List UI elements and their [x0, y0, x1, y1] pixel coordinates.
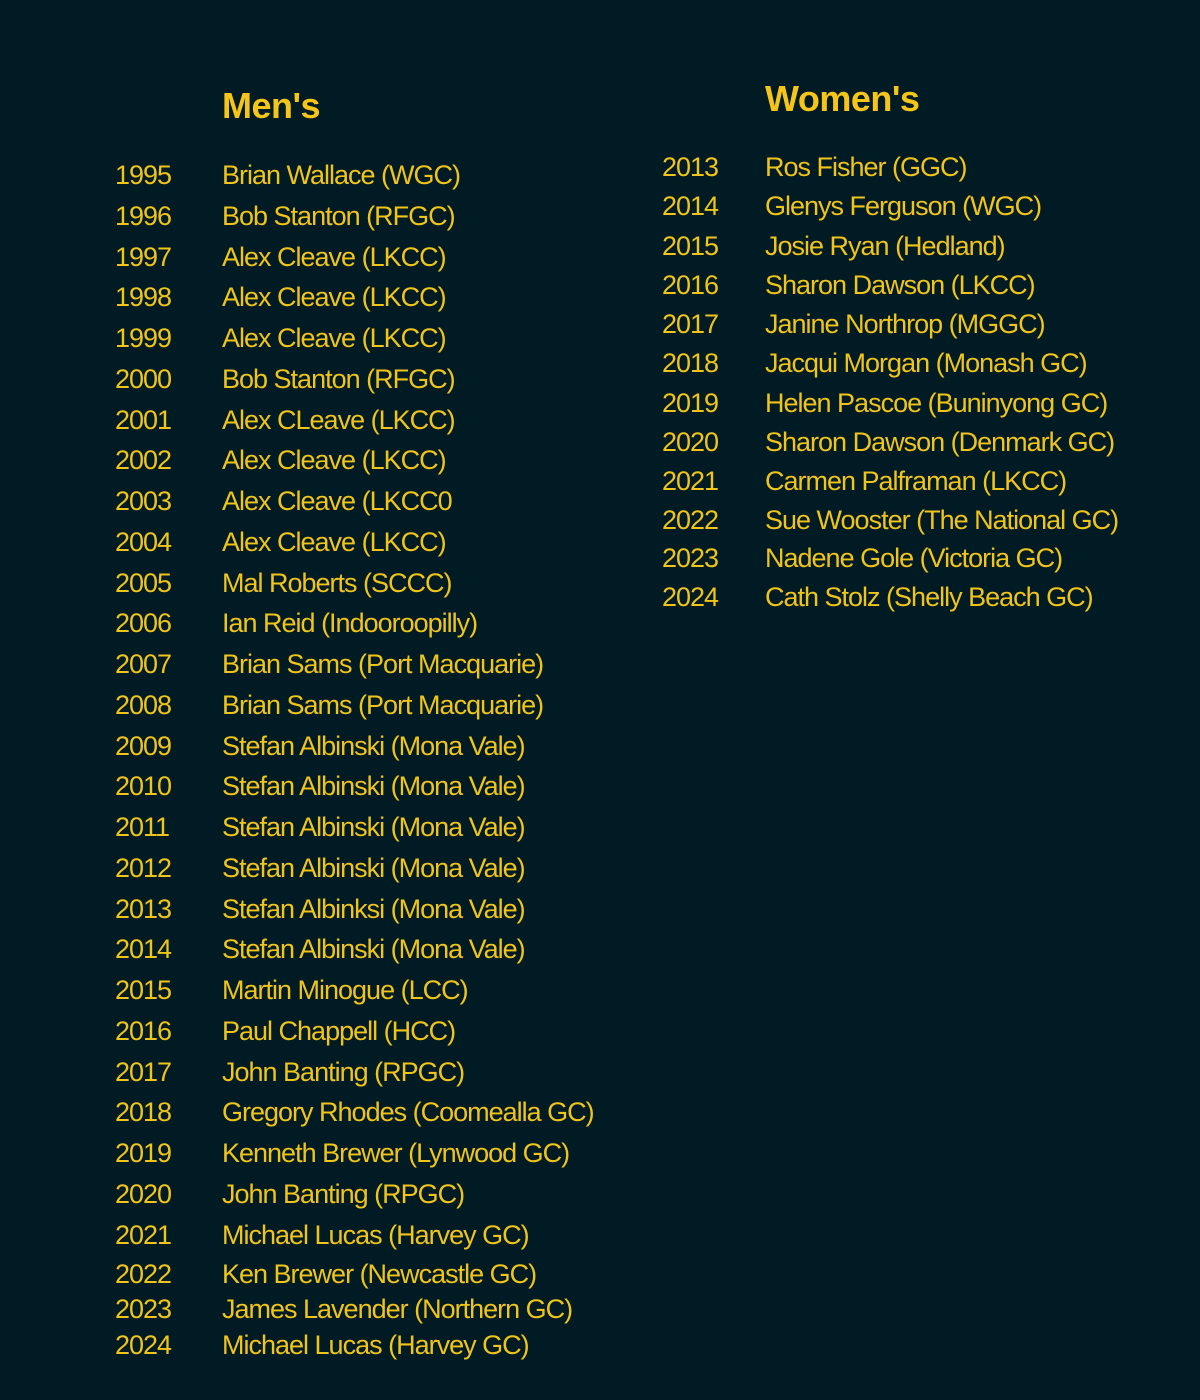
year-cell: 2019	[115, 1138, 172, 1168]
year-cell: 2012	[115, 853, 172, 883]
year-cell: 2013	[662, 152, 719, 182]
year-cell: 2014	[115, 934, 172, 964]
winner-cell: Carmen Palframan (LKCC)	[765, 466, 1067, 496]
winner-cell: Alex Cleave (LKCC)	[222, 445, 446, 475]
winner-cell: Stefan Albinski (Mona Vale)	[222, 771, 525, 801]
year-cell: 2019	[662, 388, 719, 418]
year-cell: 2011	[115, 812, 170, 842]
year-cell: 2021	[115, 1220, 172, 1250]
year-cell: 2005	[115, 568, 172, 598]
winner-cell: Nadene Gole (Victoria GC)	[765, 543, 1063, 573]
year-cell: 2007	[115, 649, 172, 679]
winner-cell: Sue Wooster (The National GC)	[765, 505, 1119, 535]
winner-cell: Janine Northrop (MGGC)	[765, 309, 1045, 339]
winner-cell: Martin Minogue (LCC)	[222, 975, 468, 1005]
winner-cell: Paul Chappell (HCC)	[222, 1016, 456, 1046]
year-cell: 2017	[115, 1057, 172, 1087]
year-cell: 2024	[662, 582, 719, 612]
year-cell: 1996	[115, 201, 172, 231]
winner-cell: Brian Wallace (WGC)	[222, 160, 461, 190]
year-cell: 2004	[115, 527, 172, 557]
year-cell: 2024	[115, 1330, 172, 1360]
winner-cell: Stefan Albinski (Mona Vale)	[222, 853, 525, 883]
year-cell: 2015	[662, 231, 719, 261]
winner-cell: James Lavender (Northern GC)	[222, 1294, 573, 1324]
winner-cell: Mal Roberts (SCCC)	[222, 568, 452, 598]
winner-cell: Alex Cleave (LKCC)	[222, 527, 446, 557]
womens-champions-panel	[662, 0, 1182, 1400]
winner-cell: Stefan Albinski (Mona Vale)	[222, 934, 525, 964]
year-cell: 2016	[115, 1016, 172, 1046]
year-cell: 2009	[115, 731, 172, 761]
mens-champions-panel	[115, 0, 635, 1400]
year-cell: 2014	[662, 191, 719, 221]
year-cell: 1997	[115, 242, 172, 272]
winner-cell: Brian Sams (Port Macquarie)	[222, 690, 544, 720]
year-cell: 2022	[115, 1259, 172, 1289]
year-cell: 1999	[115, 323, 172, 353]
year-cell: 2001	[115, 405, 172, 435]
winner-cell: Josie Ryan (Hedland)	[765, 231, 1005, 261]
year-cell: 2010	[115, 771, 172, 801]
year-cell: 2008	[115, 690, 172, 720]
winner-cell: Kenneth Brewer (Lynwood GC)	[222, 1138, 570, 1168]
year-cell: 2018	[115, 1097, 172, 1127]
year-cell: 1998	[115, 282, 172, 312]
winner-cell: Jacqui Morgan (Monash GC)	[765, 348, 1087, 378]
year-cell: 2017	[662, 309, 719, 339]
winner-cell: Alex Cleave (LKCC)	[222, 242, 446, 272]
winner-cell: Alex Cleave (LKCC)	[222, 282, 446, 312]
winner-cell: Brian Sams (Port Macquarie)	[222, 649, 544, 679]
year-cell: 2021	[662, 466, 719, 496]
winner-cell: Alex Cleave (LKCC)	[222, 323, 446, 353]
year-cell: 2003	[115, 486, 172, 516]
year-cell: 2023	[662, 543, 719, 573]
winner-cell: Stefan Albinski (Mona Vale)	[222, 812, 525, 842]
winner-cell: Bob Stanton (RFGC)	[222, 201, 455, 231]
winner-cell: Glenys Ferguson (WGC)	[765, 191, 1042, 221]
womens-heading: Women's	[765, 78, 920, 119]
winner-cell: Alex CLeave (LKCC)	[222, 405, 455, 435]
winner-cell: Cath Stolz (Shelly Beach GC)	[765, 582, 1093, 612]
year-cell: 2006	[115, 608, 172, 638]
winner-cell: Gregory Rhodes (Coomealla GC)	[222, 1097, 594, 1127]
winner-cell: Sharon Dawson (Denmark GC)	[765, 427, 1115, 457]
winner-cell: Ian Reid (Indooroopilly)	[222, 608, 478, 638]
year-cell: 2018	[662, 348, 719, 378]
mens-heading: Men's	[222, 85, 321, 126]
winner-cell: John Banting (RPGC)	[222, 1057, 465, 1087]
winner-cell: Ken Brewer (Newcastle GC)	[222, 1259, 537, 1289]
year-cell: 2020	[115, 1179, 172, 1209]
winner-cell: John Banting (RPGC)	[222, 1179, 465, 1209]
year-cell: 2020	[662, 427, 719, 457]
winner-cell: Sharon Dawson (LKCC)	[765, 270, 1035, 300]
year-cell: 2022	[662, 505, 719, 535]
winner-cell: Helen Pascoe (Buninyong GC)	[765, 388, 1108, 418]
year-cell: 2002	[115, 445, 172, 475]
year-cell: 2023	[115, 1294, 172, 1324]
winner-cell: Stefan Albinksi (Mona Vale)	[222, 894, 525, 924]
year-cell: 2013	[115, 894, 172, 924]
year-cell: 1995	[115, 160, 172, 190]
winner-cell: Alex Cleave (LKCC0	[222, 486, 452, 516]
winner-cell: Ros Fisher (GGC)	[765, 152, 967, 182]
winner-cell: Michael Lucas (Harvey GC)	[222, 1330, 529, 1360]
winner-cell: Bob Stanton (RFGC)	[222, 364, 455, 394]
year-cell: 2000	[115, 364, 172, 394]
winner-cell: Stefan Albinski (Mona Vale)	[222, 731, 525, 761]
winner-cell: Michael Lucas (Harvey GC)	[222, 1220, 529, 1250]
year-cell: 2016	[662, 270, 719, 300]
year-cell: 2015	[115, 975, 172, 1005]
